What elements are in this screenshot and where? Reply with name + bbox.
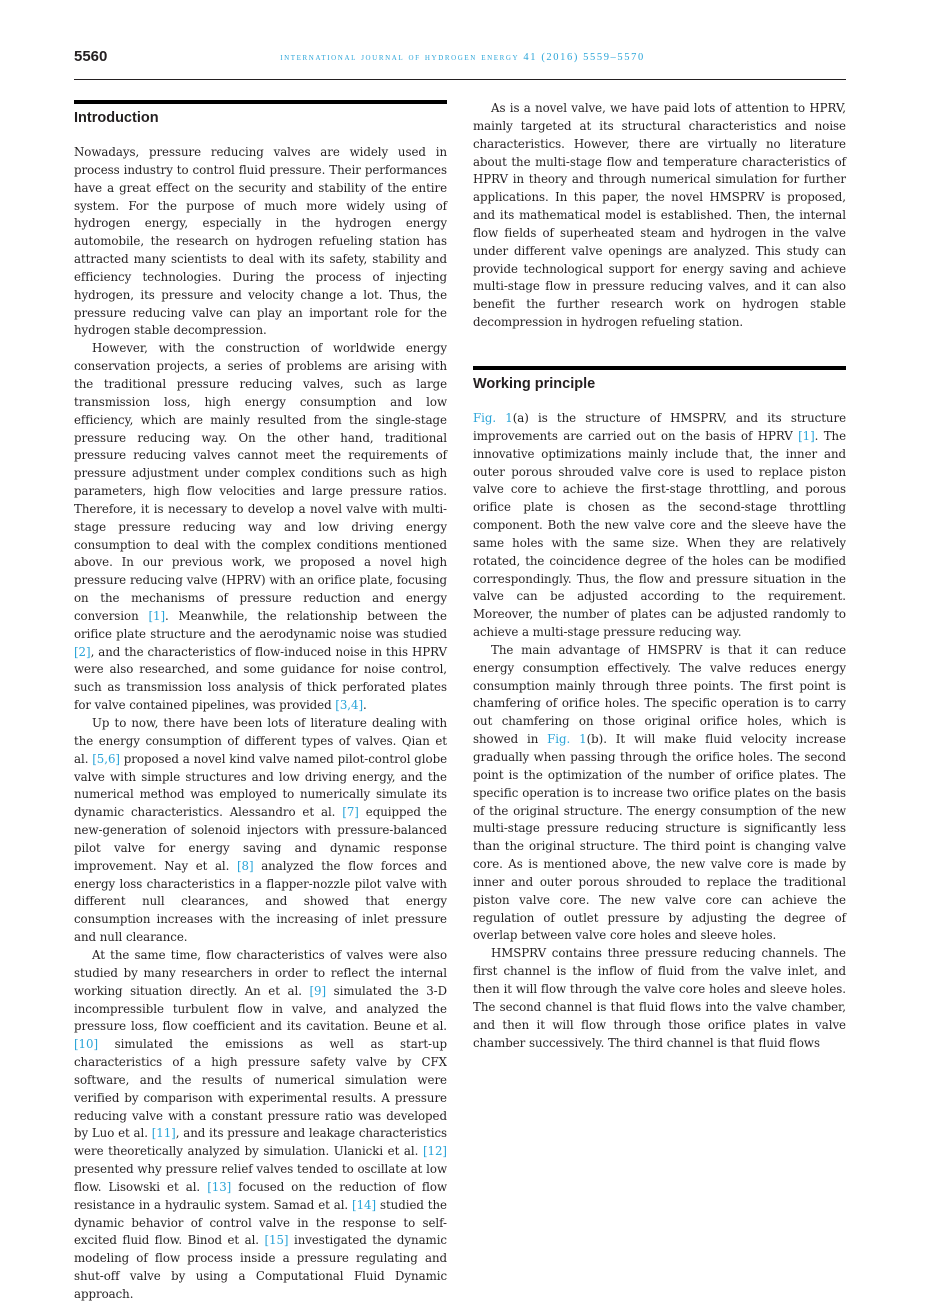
body-text: (b). It will make fluid velocity increase gradually when passing through the orifice holes. The second point is the optimization of the number of orifice plates. The specific operation is to increase two orifice plates on the basis of the original structure. The energy consumption of the new multi-stage pressure reducing structure is significantly less than the original structure. The third point is changing valve core. As is mentioned above, the new valve core is made by inner and outer porous shrouded to replace the traditional piston valve core. The new valve core can achieve the regulation of outlet pressure by adjusting the degree of overlap between valve core holes and sleeve holes. — [473, 732, 846, 943]
intro-paragraph-4 — [74, 947, 447, 1304]
body-text: , and the characteristics of flow-induced noise in this HPRV were also researched, and some guidance for noise control, such as transmission loss analysis of thick perforated plates for valve contained pipelines, was provided — [74, 644, 447, 713]
body-text: However, with the construction of worldwide energy conservation projects, a series of problems are arising with the traditional pressure reducing valves, such as large transmission loss, high energy consumption and low efficiency, which are mainly resulted from the single-stage pressure reducing way. On the other hand, traditional pressure reducing valves cannot meet the requirements of pressure adjustment under complex conditions such as high parameters, high flow velocities and large pressure ratios. Therefore, it is necessary to develop a novel valve with multi-stage pressure reducing way and low driving energy consumption to deal with the complex conditions mentioned above. In our previous work, we proposed a novel high pressure reducing valve (HPRV) with an orifice plate, focusing on the mechanisms of pressure reduction and energy conversion — [74, 341, 447, 623]
section-heading-introduction: Introduction — [74, 110, 159, 126]
running-head-journal: international journal of hydrogen energy 41 (2016) 5559–5570 — [280, 52, 645, 63]
body-text: , and its pressure and leakage characteristics were theoretically analyzed by simulation. Ulanicki et al. — [74, 1126, 448, 1159]
body-text: focused on the reduction of flow resistance in a hydraulic system. Samad et al. — [74, 1179, 448, 1212]
body-text: As is a novel valve, we have paid lots of attention to HPRV, mainly targeted at its structural characteristics and noise characteristics. However, there are virtually no literature about the multi-stage flow and temperature characteristics of HPRV in theory and through numerical simulation for further applications. In this paper, the novel HMSPRV is proposed, and its mathematical model is established. Then, the internal flow fields of superheated steam and hydrogen in the valve under different valve openings are analyzed. This study can provide technological support for energy saving and achieve multi-stage flow in pressure reducing valves, and it can also benefit the further research work on hydrogen stable decompression in hydrogen refueling station. — [473, 101, 846, 330]
body-text: presented why pressure relief valves tended to oscillate at low flow. Lisowski et al. — [74, 1162, 447, 1194]
body-text: At the same time, flow characteristics of valves were also studied by many researchers in order to reflect the internal working situation directly. An et al. — [74, 947, 447, 998]
citation-link[interactable]: Fig. 1 — [473, 410, 513, 425]
header-rule — [74, 79, 846, 80]
intro-paragraph-3 — [74, 715, 447, 947]
body-text: . The innovative optimizations mainly include that, the inner and outer porous shrouded valve core is used to replace piston valve core to achieve the first-stage throttling, and porous orifice plate is chosen as the second-stage throttling component. Both the new valve core and the sleeve have the same holes with the same size. When they are relatively rotated, the coincidence degree of the holes can be modified correspondingly. Thus, the flow and pressure situation in the valve can be adjusted according to the requirement. Moreover, the number of plates can be adjusted randomly to achieve a multi-stage pressure reducing way. — [473, 428, 847, 640]
citation-link[interactable]: [2] — [74, 644, 91, 659]
intro-paragraph-5 — [473, 100, 846, 332]
citation-link[interactable]: [11] — [151, 1126, 176, 1141]
citation-link[interactable]: [1] — [148, 608, 166, 623]
body-text: studied the dynamic behavior of control valve in the response to self-excited fluid flow. Binod et al. — [74, 1197, 447, 1248]
page-number: 5560 — [74, 48, 108, 65]
citation-link[interactable]: [9] — [309, 983, 327, 998]
citation-link[interactable]: [5,6] — [92, 751, 120, 766]
body-text: Up to now, there have been lots of literature dealing with the energy consumption of different types of valves. Qian et al. — [74, 716, 447, 766]
left-column — [74, 100, 447, 1304]
citation-link[interactable]: [10] — [74, 1037, 99, 1052]
body-text: proposed a novel kind valve named pilot-control globe valve with simple structures and low driving energy, and the numerical method was employed to numerically simulate its dynamic characteristics. Alessandro et al. — [74, 751, 447, 820]
body-text: The main advantage of HMSPRV is that it can reduce energy consumption effectively. The valve reduces energy consumption mainly through three points. The first point is chamfering of orifice holes. The specific operation is to carry out chamfering on those original orifice holes, which is showed in — [473, 642, 846, 747]
body-text: . — [363, 698, 367, 713]
body-text: Nowadays, pressure reducing valves are widely used in process industry to control fluid pressure. Their performances have a great effect on the security and stability of the entire system. For the purpose of much more widely using of hydrogen energy, especially in the hydrogen energy automobile, the research on hydrogen refueling station has attracted many scientists to deal with its safety, stability and efficiency technologies. During the process of injecting hydrogen, its pressure and velocity change a lot. Thus, the pressure reducing valve can play an important role for the hydrogen stable decompression. — [74, 145, 447, 338]
body-text: simulated the emissions as well as start-up characteristics of a high pressure safety valve by CFX software, and the results of numerical simulation were verified by comparison with experimental results. A pressure reducing valve with a constant pressure ratio was developed by Luo et al. — [74, 1037, 447, 1141]
body-text: investigated the dynamic modeling of flow process inside a pressure regulating and shut-off valve by using a Computational Fluid Dynamic approach. — [74, 1233, 447, 1301]
body-text: equipped the new-generation of solenoid injectors with pressure-balanced pilot valve for energy saving and dynamic response improvement. Nay et al. — [74, 805, 447, 873]
intro-paragraph-2 — [74, 340, 447, 715]
section-rule — [74, 100, 447, 104]
citation-link[interactable]: [13] — [207, 1179, 232, 1194]
citation-link[interactable]: [7] — [342, 805, 359, 820]
citation-link[interactable]: [12] — [422, 1144, 447, 1159]
citation-link[interactable]: Fig. 1 — [547, 732, 587, 747]
working-paragraph-2 — [473, 642, 846, 945]
intro-paragraph-1 — [74, 144, 447, 340]
working-paragraph-3 — [473, 945, 846, 1052]
body-text: analyzed the flow forces and energy loss characteristics in a flapper-nozzle pilot valve with different null clearances, and showed that energy consumption increases with the increasing of inlet pressure and null clearance. — [74, 858, 447, 945]
citation-link[interactable]: [3,4] — [335, 698, 364, 713]
body-text: HMSPRV contains three pressure reducing channels. The first channel is the inflow of fluid from the valve inlet, and then it will flow through the valve core holes and sleeve holes. The second channel is that fluid flows into the valve chamber, and then it will flow through those orifice plates in valve chamber successively. The third channel is that fluid flows — [473, 946, 846, 1050]
body-text: (a) is the structure of HMSPRV, and its structure improvements are carried out on the basis of HPRV — [473, 410, 846, 443]
right-column — [473, 100, 846, 1052]
working-paragraph-1 — [473, 410, 846, 642]
section-heading-working-principle: Working principle — [473, 375, 596, 392]
citation-link[interactable]: [15] — [264, 1233, 289, 1248]
section-rule — [473, 366, 846, 370]
citation-link[interactable]: [14] — [352, 1197, 377, 1212]
body-text: simulated the 3-D incompressible turbulent flow in valve, and analyzed the pressure loss, flow coefficient and its cavitation. Beune et al. — [74, 983, 448, 1034]
citation-link[interactable]: [8] — [237, 858, 254, 873]
citation-link[interactable]: [1] — [798, 428, 815, 443]
body-text: . Meanwhile, the relationship between the orifice plate structure and the aerodynamic noise was studied — [74, 608, 447, 641]
